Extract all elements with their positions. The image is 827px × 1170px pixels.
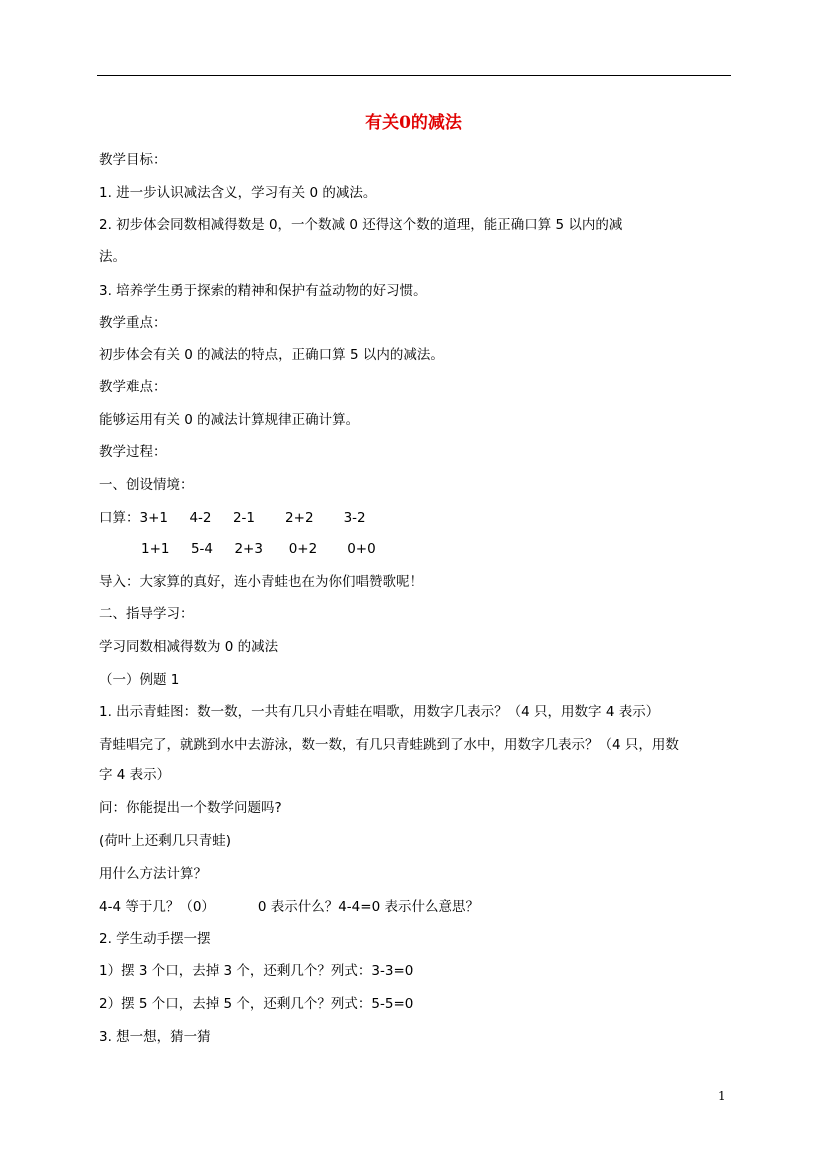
- text-line: 教学重点：: [99, 315, 167, 331]
- text-line: (荷叶上还剩几只青蛙): [99, 833, 232, 849]
- text-line: 教学难点：: [99, 379, 167, 395]
- text-line: 问：你能提出一个数学问题吗?: [99, 800, 282, 816]
- text-line: 教学过程：: [99, 444, 167, 460]
- text-line: 用什么方法计算？: [99, 866, 207, 882]
- text-line: 3. 培养学生勇于探索的精神和保护有益动物的好习惯。: [99, 283, 427, 299]
- text-line: 教学目标：: [99, 152, 167, 168]
- page-number: 1: [718, 1089, 726, 1103]
- text-line: 1. 进一步认识减法含义，学习有关 0 的减法。: [99, 185, 377, 201]
- text-line: 3. 想一想，猜一猜: [99, 1029, 211, 1045]
- text-line: 4-4 等于几？（0） 0 表示什么？4-4=0 表示什么意思？: [99, 899, 479, 915]
- document-title: 有关0的减法: [365, 113, 462, 133]
- text-line: （一）例题 1: [99, 672, 180, 688]
- header-rule: [97, 75, 731, 76]
- text-line: 1. 出示青蛙图：数一数，一共有几只小青蛙在唱歌，用数字几表示？（4 只，用数字 4 表示）: [99, 704, 660, 720]
- text-line: 二、指导学习：: [99, 606, 194, 622]
- text-line: 一、创设情境：: [99, 477, 194, 493]
- text-line: 1+1 5-4 2+3 0+2 0+0: [141, 541, 376, 557]
- text-line: 导入：大家算的真好，连小青蛙也在为你们唱赞歌呢！: [99, 574, 423, 590]
- text-line: 学习同数相减得数为 0 的减法: [99, 639, 279, 655]
- text-line: 初步体会有关 0 的减法的特点，正确口算 5 以内的减法。: [99, 347, 444, 363]
- text-line: 能够运用有关 0 的减法计算规律正确计算。: [99, 412, 360, 428]
- text-line: 字 4 表示）: [99, 767, 171, 783]
- text-line: 2）摆 5 个口，去掉 5 个，还剩几个？列式：5-5=0: [99, 996, 414, 1012]
- text-line: 青蛙唱完了，就跳到水中去游泳，数一数，有几只青蛙跳到了水中，用数字几表示？（4 只，用数: [99, 737, 679, 753]
- text-line: 口算：3+1 4-2 2-1 2+2 3-2: [99, 510, 366, 526]
- text-line: 1）摆 3 个口，去掉 3 个，还剩几个？列式：3-3=0: [99, 963, 414, 979]
- text-line: 2. 初步体会同数相减得数是 0，一个数减 0 还得这个数的道理，能正确口算 5 以内的减: [99, 217, 623, 233]
- text-line: 法。: [99, 249, 126, 265]
- text-line: 2. 学生动手摆一摆: [99, 931, 211, 947]
